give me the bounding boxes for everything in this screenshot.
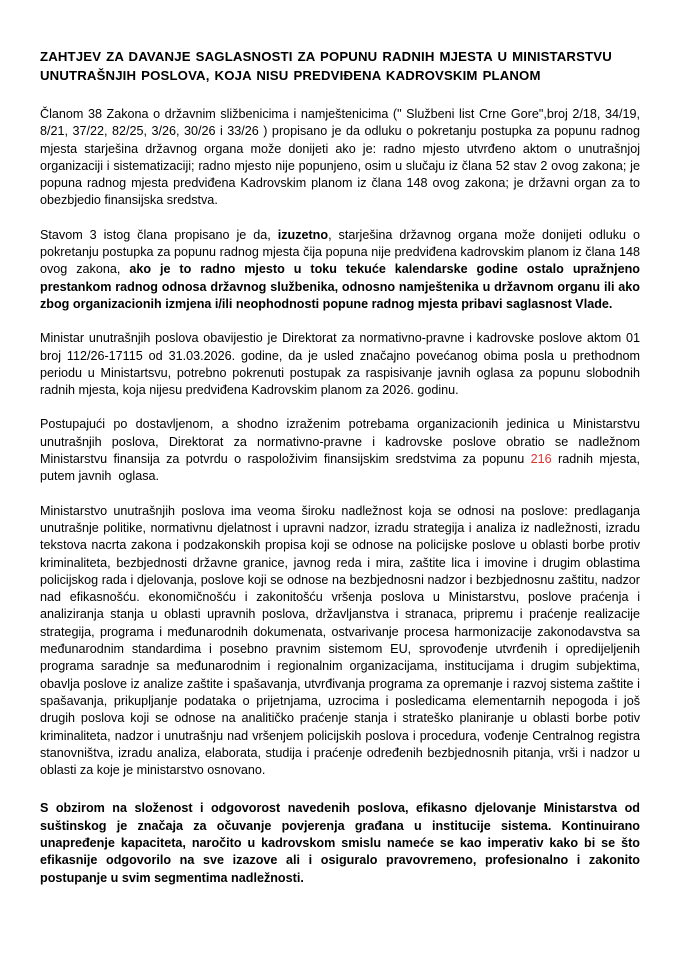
paragraph-finance-text-tail: radnih mjesta, putem javnih oglasa.: [40, 452, 647, 484]
paragraph-exception-text-middle: , starješina državnog organa može donijeti odluku o pokretanju postupka za popunu radnog mjesta čija popuna nije predviđena kadrovskim planom iz člana 148 ovog zakona,: [40, 227, 644, 277]
paragraph-ministry-competences: Ministarstvo unutrašnjih poslova ima veoma široku nadležnost koja se odnosi na poslove: predlaganja unutrašnje politike, normativnu djelatnost i upravni nadzor, izradu strategija i analiza iz nadležnosti, izradu tekstova nacrta zakona i podzakonskih propisa koji se odnose na policijske poslove u oblasti borbe protiv kriminaliteta, bezbjednosti državne granice, javnog reda i mira, zaštite lica i imovine i drugim oblastima policijskog rada i djelovanja, poslove koji se odnose na bezbjednosni nadzor i bezbjednosnu zaštitu, nadzor nad efikasnošću. ekonomičnošću i zakonitošću vršenja poslova u Ministarstvu, poslove praćenja i analiziranja stanja u oblasti upravnih poslova, državljanstva i stranaca, pripremu i praćenje realizacije strategija, programa i međunarodnih dokumenata, ostvarivanje procesa harmonizacije zakonodavstva sa međunarodnim standardima i posebno pravnim sistemom EU, sprovođenje utvrđenih i opredijeljenih programa saradnje sa međunarodnim i regionalnim organizacijama, institucijama i drugim subjektima, obavlja poslove iz analize zaštite i spašavanja, utvrđivanja programa za opremanje i razvoj sistema zaštite i spašavanja, prikupljanje podataka o prijetnjama, uzrocima i posledicama elementarnih nepogoda i još drugih poslova koji se odnose na analitičko praćenje stanja i strateško planiranje u oblasti borbe potiv kriminaliteta, nadzor i unutrašnju nad vršenjem policijskih poslova i procedura, vođenje Centralnog registra stanovništva, izradu analiza, elaborata, studija i praćenje određenih bezbjednosnih pitanja, vrši i nadzor u oblasti za koje je ministarstvo osnovano.: [40, 503, 640, 778]
page-title: ZAHTJEV ZA DAVANJE SAGLASNOSTI ZA POPUNU RADNIH MJESTA U MINISTARSTVU UNUTRAŠNJIH POSLOVA, KOJA NISU PREDVIĐENA KADROVSKIM PLANOM: [40, 49, 612, 83]
paragraph-exception-clause: [40, 227, 644, 313]
paragraph-finance-text-lead: Postupajući po dostavljenom, a shodno izraženim potrebama organizacionih jedinica u Ministarstvu unutrašnjih poslova, Direktorat za normativno-pravne i kadrovske poslove obratio se nadležnom Ministarstvu finansija za potvrdu o raspoloživim finansijskim sredstvima za popunu: [40, 417, 644, 467]
paragraph-finance-request: [40, 416, 647, 485]
paragraph-legal-basis: Članom 38 Zakona o državnim sližbenicima i namještenicima (" Službeni list Crne Gore",broj 2/18, 34/19, 8/21, 37/22, 82/25, 3/26, 30/26 i 33/26 ) propisano je da odluku o pokretanju postupka za popunu radnog mjesta starješina državnog organa može donijeti ako je: radno mjesto utvrđeno aktom o unutrašnjoj organizaciji i sistematizaciji; radno mjesto nije popunjeno, osim u slučaju iz člana 52 stav 2 ovog zakona; je popuna radnog mjesta predviđena Kadrovskim planom iz člana 148 ovog zakona; je državni organ za to obezbjedio finansijska sredstva.: [40, 107, 640, 208]
paragraph-exception-text-lead: Stavom 3 istog člana propisano je da,: [40, 227, 278, 242]
positions-count-value: 216: [530, 452, 552, 467]
paragraph-conclusion: S obzirom na složenost i odgovorost navedenih poslova, efikasno djelovanje Ministarstva od suštinskog je značaja za očuvanje povjerenja građana u institucije sistema. Kontinuirano unapređenje kapaciteta, naročito u kadrovskom smislu nameće se kao imperativ kako bi se što efikasnije odgovorilo na sve izazove ali i osiguralo pravovremeno, profesionalno i zakonito postupanje u svim segmentima nadležnosti.: [40, 801, 640, 885]
paragraph-minister-notice: Ministar unutrašnjih poslova obavijestio je Direktorat za normativno-pravne i kadrovske poslove aktom 01 broj 112/26-17115 od 31.03.2026. godine, da je usled značajno povećanog obima posla u prethodnom periodu u Ministartsvu, potrebno pokrenuti postupak za raspisivanje javnih oglasa za popunu slobodnih radnih mjesta, koja nijesu predviđena Kadrovskim planom za 2026. godinu.: [40, 331, 640, 398]
emphasis-izuzetno: izuzetno: [277, 227, 329, 242]
emphasis-conditions: ako je to radno mjesto u toku tekuće kalendarske godine ostalo upražnjeno prestankom radnog odnosa državnog službenika, odnosno namještenika u državnom organu ili ako zbog organizacionih izmjena i/ili neophodnosti popune radnog mjesta pribavi saglasnost Vlade.: [40, 262, 640, 311]
